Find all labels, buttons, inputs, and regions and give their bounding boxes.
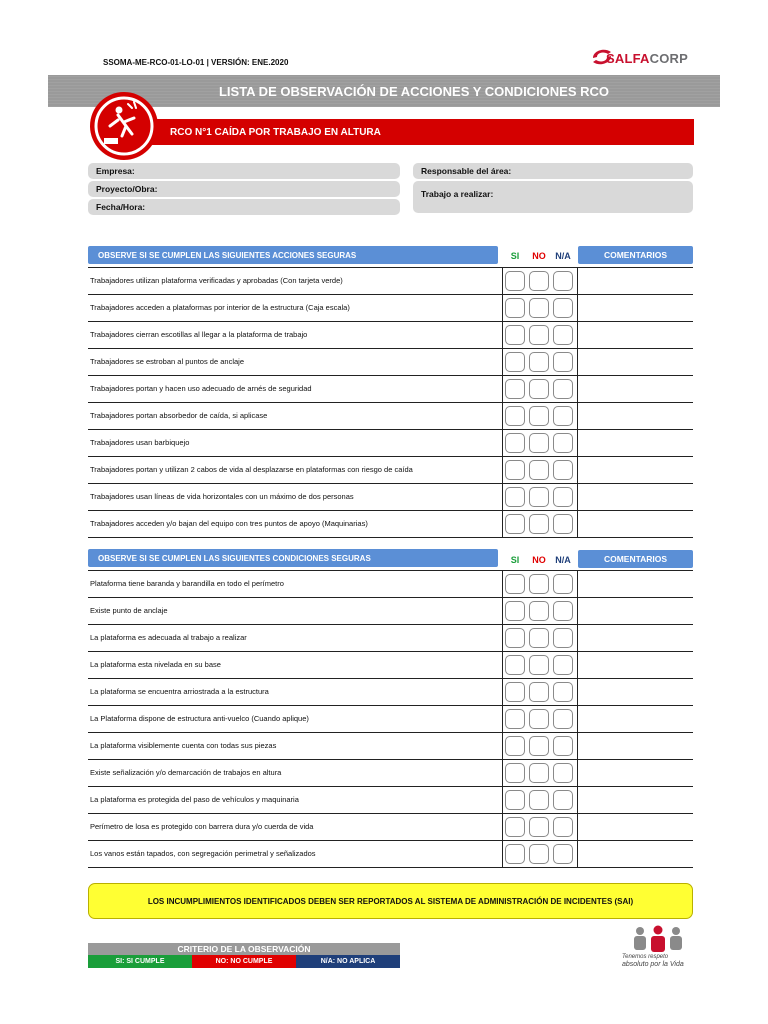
comment-cell[interactable] — [578, 295, 693, 321]
row-label: Trabajadores portan absorbedor de caída, si aplicase — [90, 411, 268, 420]
responsable-field[interactable] — [413, 163, 693, 179]
checkbox-si[interactable] — [505, 460, 525, 480]
row-label: Trabajadores usan barbiquejo — [90, 438, 190, 447]
comment-cell[interactable] — [578, 652, 693, 678]
comentarios-header-2: COMENTARIOS — [578, 550, 693, 568]
checkbox-no[interactable] — [529, 817, 549, 837]
table-row — [88, 430, 693, 457]
checkbox-na[interactable] — [553, 601, 573, 621]
checkbox-no[interactable] — [529, 406, 549, 426]
checkbox-no[interactable] — [529, 628, 549, 648]
table-row — [88, 403, 693, 430]
checkbox-no[interactable] — [529, 514, 549, 534]
col-si-header-2: SI — [510, 555, 520, 565]
checkbox-na[interactable] — [553, 844, 573, 864]
col-si-header: SI — [510, 251, 520, 261]
checkbox-si[interactable] — [505, 514, 525, 534]
comment-cell[interactable] — [578, 511, 693, 537]
respeto-line2: absoluto por la Vida — [622, 961, 684, 968]
comment-cell[interactable] — [578, 457, 693, 483]
proyecto-label: Proyecto/Obra: — [96, 184, 158, 194]
checkbox-na[interactable] — [553, 763, 573, 783]
row-label: Existe señalización y/o demarcación de trabajos en altura — [90, 768, 282, 777]
sai-notice — [88, 883, 693, 919]
table-row — [88, 841, 693, 868]
logo-corp-text: CORP — [649, 51, 688, 66]
col-na-header: N/A — [555, 251, 571, 261]
checkbox-na[interactable] — [553, 514, 573, 534]
checkbox-no[interactable] — [529, 844, 549, 864]
checkbox-no[interactable] — [529, 379, 549, 399]
checkbox-na[interactable] — [553, 790, 573, 810]
trabajo-label: Trabajo a realizar: — [421, 189, 494, 199]
checkbox-na[interactable] — [553, 433, 573, 453]
table-row — [88, 484, 693, 511]
checkbox-si[interactable] — [505, 298, 525, 318]
comentarios-header: COMENTARIOS — [578, 246, 693, 264]
comment-cell[interactable] — [578, 349, 693, 375]
comment-cell[interactable] — [578, 787, 693, 813]
table-row — [88, 760, 693, 787]
checkbox-na[interactable] — [553, 352, 573, 372]
checkbox-no[interactable] — [529, 736, 549, 756]
column-divider — [502, 814, 503, 840]
column-divider — [502, 349, 503, 375]
checkbox-na[interactable] — [553, 487, 573, 507]
empresa-field[interactable] — [88, 163, 400, 179]
checkbox-si[interactable] — [505, 352, 525, 372]
checkbox-na[interactable] — [553, 460, 573, 480]
column-divider — [502, 679, 503, 705]
empresa-label: Empresa: — [96, 166, 135, 176]
table-row — [88, 598, 693, 625]
comment-cell[interactable] — [578, 598, 693, 624]
table-row — [88, 625, 693, 652]
row-label: Los vanos están tapados, con segregación perimetral y señalizados — [90, 849, 316, 858]
table-row — [88, 679, 693, 706]
checkbox-si[interactable] — [505, 271, 525, 291]
row-label: Trabajadores acceden a plataformas por interior de la estructura (Caja escala) — [90, 303, 350, 312]
checkbox-si[interactable] — [505, 628, 525, 648]
fall-from-height-icon — [88, 90, 160, 162]
column-divider — [502, 457, 503, 483]
row-label: La plataforma es adecuada al trabajo a realizar — [90, 633, 247, 642]
checkbox-si[interactable] — [505, 763, 525, 783]
proyecto-field[interactable] — [88, 181, 400, 197]
checkbox-si[interactable] — [505, 817, 525, 837]
table-row — [88, 706, 693, 733]
condiciones-section-header: OBSERVE SI SE CUMPLEN LAS SIGUIENTES CONDICIONES SEGURAS — [88, 549, 498, 567]
row-label: Trabajadores portan y hacen uso adecuado de arnés de seguridad — [90, 384, 312, 393]
checkbox-si[interactable] — [505, 406, 525, 426]
row-label: La Plataforma dispone de estructura anti-vuelco (Cuando aplique) — [90, 714, 309, 723]
col-no-header-2: NO — [532, 555, 546, 565]
criterio-na: N/A: NO APLICA — [296, 955, 400, 968]
checkbox-no[interactable] — [529, 271, 549, 291]
comment-cell[interactable] — [578, 430, 693, 456]
column-divider — [502, 760, 503, 786]
checkbox-na[interactable] — [553, 709, 573, 729]
logo-salfa-text: SALFA — [606, 51, 650, 66]
row-label: Trabajadores se estroban al puntos de anclaje — [90, 357, 244, 366]
responsable-label: Responsable del área: — [421, 166, 512, 176]
comment-cell[interactable] — [578, 322, 693, 348]
table-row — [88, 376, 693, 403]
rco-label: RCO N°1 CAÍDA POR TRABAJO EN ALTURA — [170, 126, 381, 138]
table-row — [88, 322, 693, 349]
row-label: La plataforma se encuentra arriostrada a la estructura — [90, 687, 269, 696]
row-label: La plataforma es protegida del paso de vehículos y maquinaria — [90, 795, 299, 804]
checkbox-na[interactable] — [553, 325, 573, 345]
rco-bar — [124, 119, 694, 145]
checkbox-na[interactable] — [553, 298, 573, 318]
checkbox-no[interactable] — [529, 790, 549, 810]
table-row — [88, 571, 693, 598]
table-row — [88, 733, 693, 760]
checkbox-no[interactable] — [529, 682, 549, 702]
checkbox-na[interactable] — [553, 379, 573, 399]
checkbox-no[interactable] — [529, 352, 549, 372]
row-label: Trabajadores cierran escotillas al llegar a la plataforma de trabajo — [90, 330, 308, 339]
column-divider — [502, 295, 503, 321]
col-na-header-2: N/A — [555, 555, 571, 565]
comment-cell[interactable] — [578, 268, 693, 294]
comment-cell[interactable] — [578, 571, 693, 597]
comment-cell[interactable] — [578, 841, 693, 867]
column-divider — [502, 787, 503, 813]
respeto-vida-logo — [618, 925, 698, 973]
acciones-section-header: OBSERVE SI SE CUMPLEN LAS SIGUIENTES ACCIONES SEGURAS — [88, 246, 498, 264]
comment-cell[interactable] — [578, 625, 693, 651]
checkbox-si[interactable] — [505, 655, 525, 675]
checkbox-na[interactable] — [553, 817, 573, 837]
checkbox-si[interactable] — [505, 487, 525, 507]
checkbox-si[interactable] — [505, 379, 525, 399]
criterio-si: SI: SI CUMPLE — [88, 955, 192, 968]
checkbox-na[interactable] — [553, 406, 573, 426]
table-row — [88, 349, 693, 376]
table-row — [88, 457, 693, 484]
checkbox-no[interactable] — [529, 460, 549, 480]
table-row — [88, 295, 693, 322]
column-divider — [502, 268, 503, 294]
table-row — [88, 787, 693, 814]
checkbox-no[interactable] — [529, 298, 549, 318]
checkbox-na[interactable] — [553, 682, 573, 702]
criterio-title: CRITERIO DE LA OBSERVACIÓN — [88, 943, 400, 955]
page-title: LISTA DE OBSERVACIÓN DE ACCIONES Y CONDICIONES RCO — [218, 83, 610, 99]
row-label: Trabajadores portan y utilizan 2 cabos de vida al desplazarse en plataformas con riesgo de caída — [90, 465, 413, 474]
checkbox-si[interactable] — [505, 601, 525, 621]
comment-cell[interactable] — [578, 814, 693, 840]
checkbox-si[interactable] — [505, 844, 525, 864]
column-divider — [502, 841, 503, 867]
comment-cell[interactable] — [578, 376, 693, 402]
row-label: Plataforma tiene baranda y barandilla en todo el perímetro — [90, 579, 284, 588]
checkbox-no[interactable] — [529, 574, 549, 594]
row-label: Trabajadores usan líneas de vida horizontales con un máximo de dos personas — [90, 492, 354, 501]
comment-cell[interactable] — [578, 706, 693, 732]
comment-cell[interactable] — [578, 733, 693, 759]
row-label: Existe punto de anclaje — [90, 606, 168, 615]
column-divider — [502, 322, 503, 348]
comment-cell[interactable] — [578, 679, 693, 705]
row-label: La plataforma visiblemente cuenta con todas sus piezas — [90, 741, 277, 750]
comment-cell[interactable] — [578, 484, 693, 510]
criterio-no: NO: NO CUMPLE — [192, 955, 296, 968]
table-row — [88, 814, 693, 841]
checkbox-si[interactable] — [505, 433, 525, 453]
table-row — [88, 511, 693, 538]
checkbox-si[interactable] — [505, 709, 525, 729]
checkbox-si[interactable] — [505, 574, 525, 594]
row-label: La plataforma esta nivelada en su base — [90, 660, 221, 669]
row-label: Trabajadores utilizan plataforma verificadas y aprobadas (Con tarjeta verde) — [90, 276, 343, 285]
checkbox-no[interactable] — [529, 709, 549, 729]
column-divider — [502, 376, 503, 402]
checkbox-si[interactable] — [505, 682, 525, 702]
trabajo-field[interactable] — [413, 181, 693, 213]
checkbox-no[interactable] — [529, 601, 549, 621]
column-divider — [502, 403, 503, 429]
column-divider — [502, 571, 503, 597]
row-label: Trabajadores acceden y/o bajan del equipo con tres puntos de apoyo (Maquinarias) — [90, 519, 368, 528]
column-divider — [502, 652, 503, 678]
sai-notice-text: LOS INCUMPLIMIENTOS IDENTIFICADOS DEBEN SER REPORTADOS AL SISTEMA DE ADMINISTRACIÓN DE INCIDENTES (SAI) — [147, 896, 634, 906]
respeto-line1: Tenemos respeto — [622, 954, 669, 960]
checkbox-no[interactable] — [529, 487, 549, 507]
column-divider — [502, 625, 503, 651]
fecha-label: Fecha/Hora: — [96, 202, 146, 212]
column-divider — [502, 598, 503, 624]
column-divider — [502, 484, 503, 510]
column-divider — [502, 511, 503, 537]
checkbox-na[interactable] — [553, 271, 573, 291]
fecha-field[interactable] — [88, 199, 400, 215]
table-row — [88, 268, 693, 295]
col-no-header: NO — [532, 251, 546, 261]
checkbox-na[interactable] — [553, 655, 573, 675]
table-row — [88, 652, 693, 679]
checkbox-na[interactable] — [553, 574, 573, 594]
checkbox-no[interactable] — [529, 325, 549, 345]
column-divider — [502, 706, 503, 732]
checkbox-no[interactable] — [529, 763, 549, 783]
column-divider — [502, 733, 503, 759]
salfacorp-logo — [590, 42, 710, 72]
comment-cell[interactable] — [578, 403, 693, 429]
people-group-icon — [628, 925, 688, 953]
column-divider — [502, 430, 503, 456]
checkbox-si[interactable] — [505, 790, 525, 810]
checkbox-no[interactable] — [529, 655, 549, 675]
checkbox-na[interactable] — [553, 628, 573, 648]
row-label: Perímetro de losa es protegido con barrera dura y/o cuerda de vida — [90, 822, 314, 831]
checkbox-si[interactable] — [505, 736, 525, 756]
document-code: SSOMA-ME-RCO-01-LO-01 | VERSIÓN: ENE.2020 — [103, 58, 289, 67]
checkbox-no[interactable] — [529, 433, 549, 453]
checkbox-na[interactable] — [553, 736, 573, 756]
checkbox-si[interactable] — [505, 325, 525, 345]
comment-cell[interactable] — [578, 760, 693, 786]
